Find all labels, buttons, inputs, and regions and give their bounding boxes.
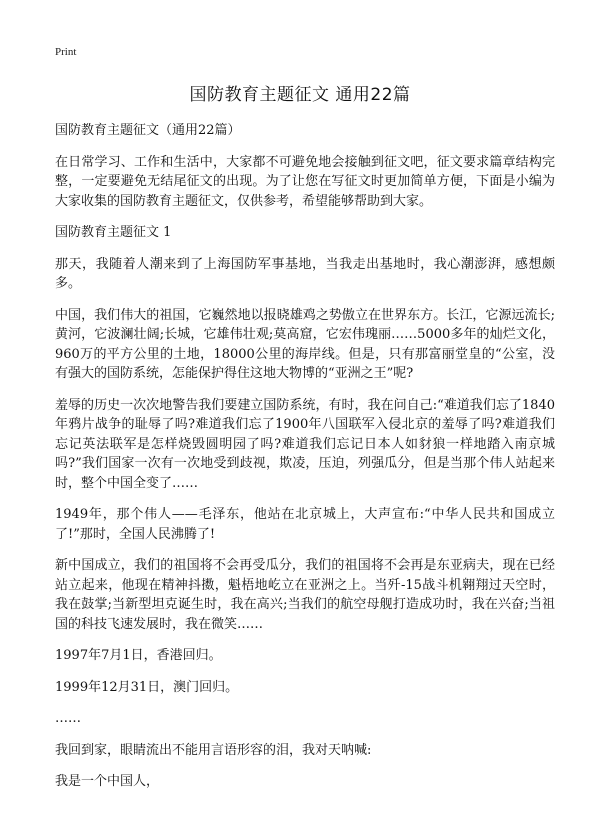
- section-heading: 国防教育主题征文 1: [55, 225, 172, 240]
- paragraph: 我是一个中国人，: [55, 774, 160, 789]
- ellipsis-paragraph: ……: [55, 711, 81, 726]
- intro-paragraph: 在日常学习、工作和生活中，大家都不可避免地会接触到征文吧，征文要求篇章结构完整，一定要避免无结尾征文的出现。为了让您在写征文时更加简单方便，下面是小编为大家收集的国防教育主题征文，仅供参考，希望能够帮助到大家。: [55, 154, 555, 209]
- paragraph: 羞辱的历史一次次地警告我们要建立国防系统，有时，我在问自己:“难道我们忘了1840年鸦片战争的耻辱了吗?难道我们忘了1900年八国联军入侵北京的羞辱了吗?难道我们忘记英法联军是怎样烧毁圆明园了吗?难道我们忘记日本人如豺狼一样地踏入南京城吗?”我们国家一次有一次地受到歧视，欺凌，压迫，列强瓜分，但是当那个伟人站起来时，整个中国全变了……: [55, 397, 555, 491]
- paragraph: 1999年12月31日，澳门回归。: [55, 679, 239, 695]
- paragraph: 新中国成立，我们的祖国将不会再受瓜分，我们的祖国将不会再是东亚病夫，现在已经站立起来，他现在精神抖擞，魁梧地屹立在亚洲之上。当歼-15战斗机翱翔过天空时，我在鼓掌;当新型坦克诞生时，我在高兴;当我们的航空母舰打造成功时，我在兴奋;当祖国的科技飞速发展时，我在微笑……: [55, 558, 555, 632]
- print-link[interactable]: Print: [55, 46, 77, 58]
- page-title: 国防教育主题征文 通用22篇: [189, 85, 411, 105]
- paragraph: 1997年7月1日，香港回归。: [55, 648, 222, 663]
- article-body: [55, 121, 555, 804]
- paragraph: 那天，我随着人潮来到了上海国防军事基地，当我走出基地时，我心潮澎湃，感想颇多。: [55, 256, 555, 291]
- paragraph: 我回到家，眼睛流出不能用言语形容的泪，我对天呐喊:: [55, 742, 372, 758]
- article-subtitle: 国防教育主题征文（通用22篇）: [55, 123, 241, 138]
- paragraph: 1949年，那个伟人——毛泽东，他站在北京城上，大声宣布:“中华人民共和国成立了!”那时，全国人民沸腾了!: [55, 507, 555, 542]
- paragraph: 中国，我们伟大的祖国，它巍然地以报晓雄鸡之势傲立在世界东方。长江，它源远流长;黄河，它波澜壮阔;长城，它雄伟壮观;莫高窟，它宏伟瑰丽……5000多年的灿烂文化，960万的平方公里的土地，18000公里的海岸线。但是，只有那富丽堂皇的“公室，没有强大的国防系统，怎能保护得住这地大物博的“亚洲之王”呢?: [55, 307, 555, 381]
